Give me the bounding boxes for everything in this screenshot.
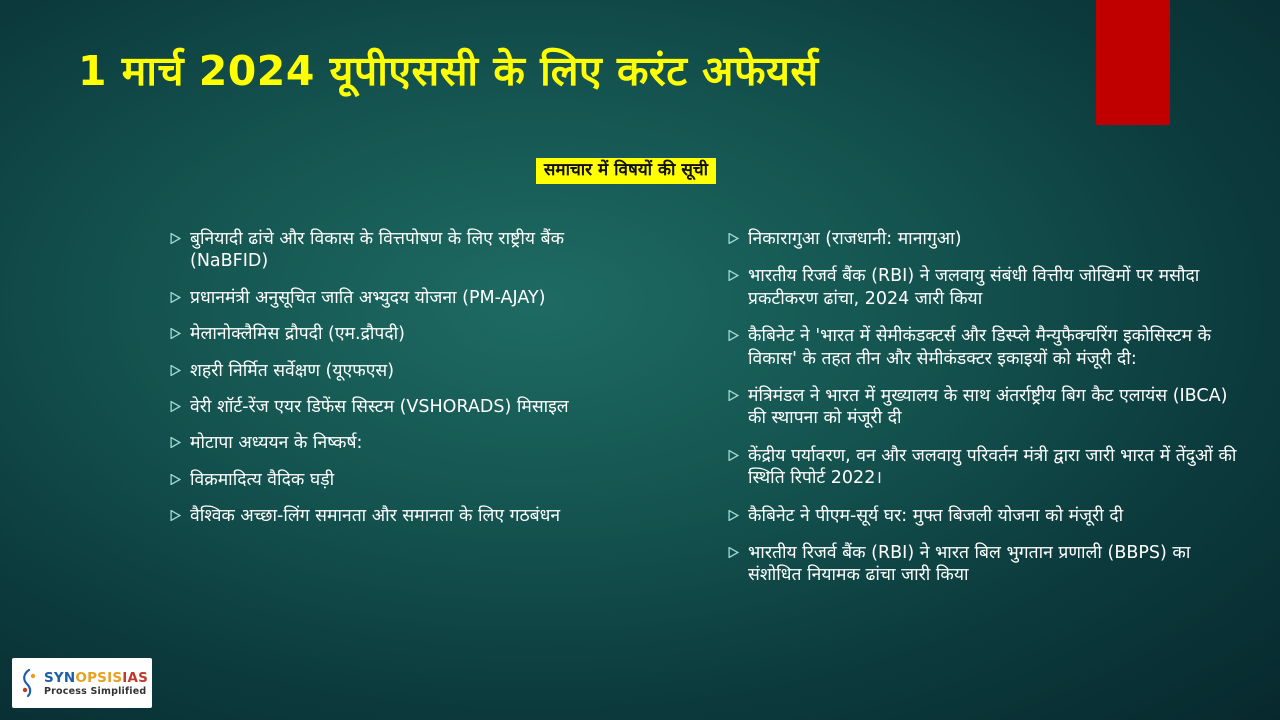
triangle-bullet-icon	[728, 233, 748, 244]
list-item-text: केंद्रीय पर्यावरण, वन और जलवायु परिवर्तन मंत्री द्वारा जारी भारत में तेंदुओं की स्थिति रिपोर्ट 2022।	[748, 445, 1237, 489]
triangle-bullet-icon	[728, 510, 748, 521]
subtitle-container	[0, 158, 1280, 184]
list-item-text: वैश्विक अच्छा-लिंग समानता और समानता के लिए गठबंधन	[190, 506, 561, 527]
list-item	[170, 323, 622, 345]
triangle-bullet-icon	[170, 292, 190, 303]
list-item	[170, 432, 622, 454]
triangle-bullet-icon	[728, 390, 748, 401]
logo-tagline: Process Simplified	[44, 685, 147, 697]
list-item-text: कैबिनेट ने पीएम-सूर्य घर: मुफ्त बिजली योजना को मंजूरी दी	[748, 505, 1124, 526]
list-item	[728, 505, 1244, 527]
triangle-bullet-icon	[170, 233, 190, 244]
triangle-bullet-icon	[170, 510, 190, 521]
triangle-bullet-icon	[170, 437, 190, 448]
list-item	[728, 325, 1244, 370]
list-item	[170, 360, 622, 382]
list-item	[728, 228, 1244, 250]
list-item-text: कैबिनेट ने 'भारत में सेमीकंडक्टर्स और डिस्प्ले मैन्युफैक्चरिंग इकोसिस्टम के विकास' के तहत तीन और सेमीकंडक्टर इकाइयों को मंजूरी दी:	[748, 326, 1212, 369]
list-item	[170, 396, 622, 418]
list-item	[170, 469, 622, 491]
logo-text	[44, 669, 148, 697]
list-item	[728, 542, 1244, 587]
left-column	[0, 228, 640, 602]
list-item-text: मोटापा अध्ययन के निष्कर्ष:	[190, 433, 363, 454]
triangle-bullet-icon	[728, 270, 748, 281]
decorative-red-bar	[1096, 0, 1170, 125]
triangle-bullet-icon	[170, 401, 190, 412]
list-item	[728, 445, 1244, 490]
list-item	[170, 228, 622, 273]
triangle-bullet-icon	[170, 365, 190, 376]
list-item-text: भारतीय रिजर्व बैंक (RBI) ने भारत बिल भुगतान प्रणाली (BBPS) का संशोधित नियामक ढांचा जारी किया	[748, 542, 1191, 586]
list-item-text: वेरी शॉर्ट-रेंज एयर डिफेंस सिस्टम (VSHORADS) मिसाइल	[190, 396, 569, 417]
list-item	[728, 385, 1244, 430]
slide-title: 1 मार्च 2024 यूपीएससी के लिए करंट अफेयर्स	[78, 47, 819, 95]
list-item-text: निकारागुआ (राजधानी: मानागुआ)	[748, 229, 962, 249]
right-column	[640, 228, 1280, 602]
list-item-text: बुनियादी ढांचे और विकास के वित्तपोषण के लिए राष्ट्रीय बैंक (NaBFID)	[190, 229, 565, 272]
list-item-text: मेलानोक्लैमिस द्रौपदी (एम.द्रौपदी)	[190, 324, 406, 345]
logo-mark-icon	[18, 668, 40, 698]
list-item-text: मंत्रिमंडल ने भारत में मुख्यालय के साथ अंतर्राष्ट्रीय बिग कैट एलायंस (IBCA) की स्थापना को मंजूरी दी	[748, 385, 1228, 429]
list-item	[170, 505, 622, 527]
list-item-text: भारतीय रिजर्व बैंक (RBI) ने जलवायु संबंधी वित्तीय जोखिमों पर मसौदा प्रकटीकरण ढांचा, 2024 जारी किया	[748, 266, 1200, 309]
triangle-bullet-icon	[728, 330, 748, 341]
list-item-text: प्रधानमंत्री अनुसूचित जाति अभ्युदय योजना (PM-AJAY)	[190, 287, 546, 308]
subtitle-highlight: समाचार में विषयों की सूची	[536, 158, 716, 184]
list-item	[170, 287, 622, 309]
triangle-bullet-icon	[728, 547, 748, 558]
content-columns	[0, 228, 1280, 602]
list-item-text: विक्रमादित्य वैदिक घड़ी	[190, 469, 335, 490]
triangle-bullet-icon	[170, 474, 190, 485]
triangle-bullet-icon	[728, 450, 748, 461]
list-item-text: शहरी निर्मित सर्वेक्षण (यूएफएस)	[190, 360, 395, 381]
logo-name: SYNOPSISIAS	[44, 670, 149, 687]
triangle-bullet-icon	[170, 328, 190, 339]
list-item	[728, 265, 1244, 310]
brand-logo	[12, 658, 152, 708]
